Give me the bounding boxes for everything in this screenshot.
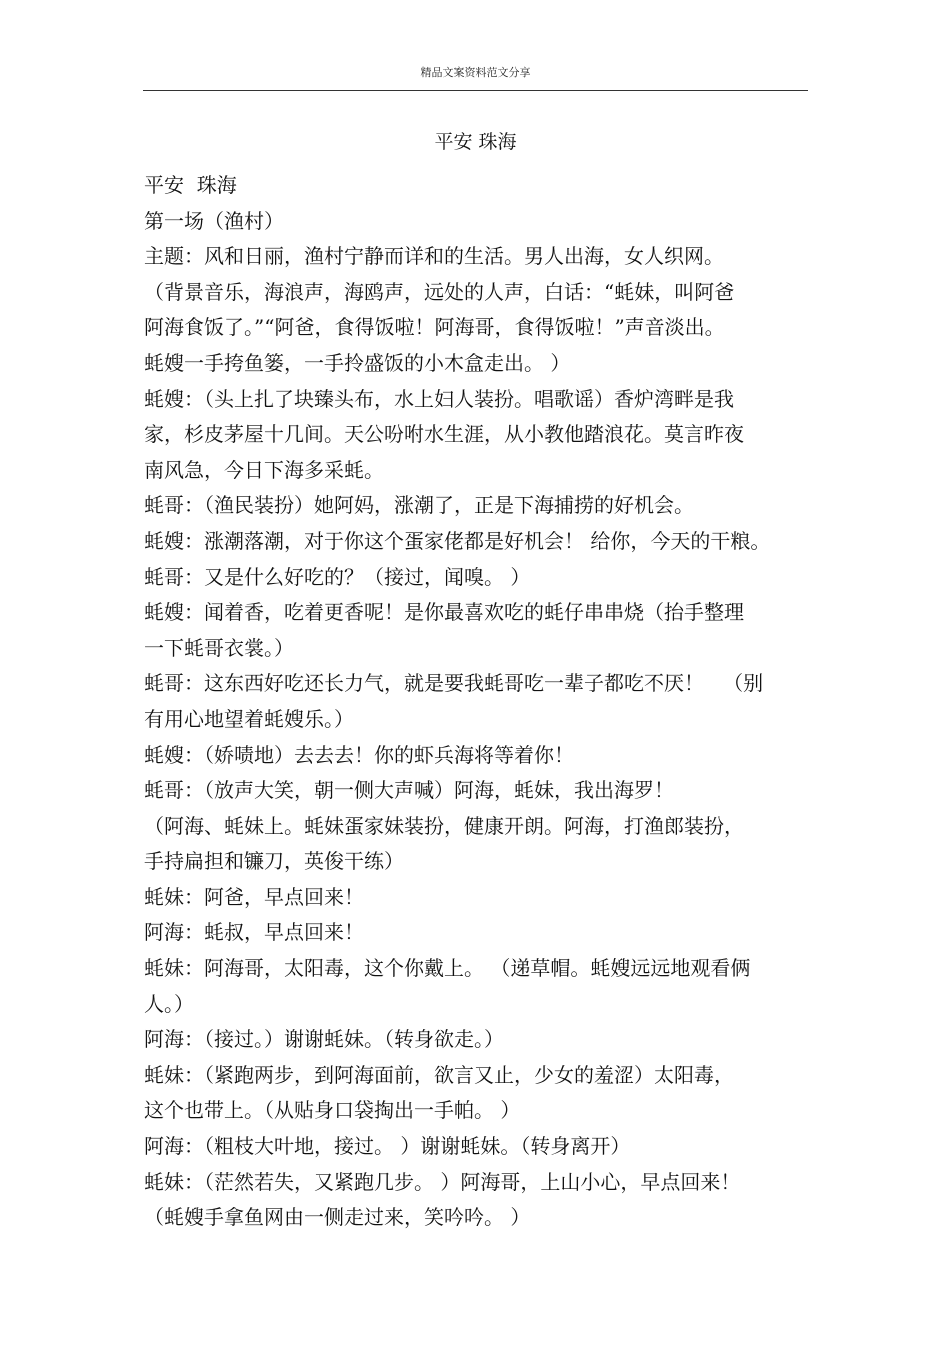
text-line: 蚝嫂一手挎鱼篓，一手拎盛饭的小木盒走出。 ） [144,350,571,375]
text-line: 蚝妹：阿海哥，太阳毒，这个你戴上。 （递草帽。蚝嫂远远地观看俩 [144,956,751,981]
text-line: 第一场（渔村） [144,208,284,233]
text-line: 蚝哥：（放声大笑，朝一侧大声喊）阿海，蚝妹，我出海罗！ [144,778,674,803]
text-line: 阿海：（粗枝大叶地，接过。 ）谢谢蚝妹。（转身离开） [144,1134,631,1159]
text-line: 蚝嫂：涨潮落潮，对于你这个蛋家佬都是好机会！ 给你，今天的干粮。 [144,528,771,553]
text-line: 主题：风和日丽，渔村宁静而详和的生活。男人出海，女人织网。 [144,244,724,269]
text-line: 阿海食饭了。”“阿爸，食得饭啦！阿海哥，食得饭啦！”声音淡出。 [144,315,725,340]
text-line: 蚝妹：阿爸，早点回来！ [144,884,364,909]
header-divider [143,90,808,91]
text-line: 阿海：蚝叔，早点回来！ [144,920,364,945]
text-line: （背景音乐，海浪声，海鸥声，远处的人声，白话：“蚝妹，叫阿爸 [144,279,735,304]
text-line: 平安 珠海 [144,173,237,197]
text-line: 这个也带上。（从贴身口袋掏出一手帕。 ） [144,1098,521,1123]
text-line: 蚝妹：（茫然若失，又紧跑几步。 ）阿海哥，上山小心，早点回来！ [144,1169,741,1194]
text-line: 蚝哥：这东西好吃还长力气，就是要我蚝哥吃一辈子都吃不厌！ （别 [144,671,764,696]
text-line: （蚝嫂手拿鱼网由一侧走过来，笑吟吟。 ） [144,1205,531,1230]
text-line: 有用心地望着蚝嫂乐。） [144,706,354,731]
text-line: 蚝嫂：闻着香，吃着更香呢！是你最喜欢吃的蚝仔串串烧（抬手整理 [144,600,744,625]
text-line: 人。） [144,991,194,1016]
text-line: 一下蚝哥衣裳。） [144,635,294,660]
text-line: 南风急，今日下海多采蚝。 [144,457,384,482]
text-line: 蚝哥：又是什么好吃的？（接过，闻嗅。 ） [144,564,531,589]
text-line: 阿海：（接过。）谢谢蚝妹。（转身欲走。） [144,1027,504,1052]
text-line: 手持扁担和镰刀，英俊干练） [144,849,404,874]
text-line: 蚝嫂：（头上扎了块臻头布，水上妇人装扮。唱歌谣）香炉湾畔是我 [144,386,734,411]
text-line: （阿海、蚝妹上。蚝妹蛋家妹装扮，健康开朗。阿海，打渔郎装扮， [144,813,744,838]
text-line: 蚝嫂：（娇啧地）去去去！你的虾兵海将等着你！ [144,742,574,767]
text-line: 蚝哥：（渔民装扮）她阿妈，涨潮了，正是下海捕捞的好机会。 [144,493,694,518]
text-line: 家，杉皮茅屋十几间。天公吩咐水生涯，从小教他踏浪花。莫言昨夜 [144,422,744,447]
document-title: 平安 珠海 [434,131,517,153]
page-header: 精品文案资料范文分享 [420,66,531,79]
text-line: 蚝妹：（紧跑两步，到阿海面前，欲言又止，少女的羞涩）太阳毒， [144,1062,734,1087]
script-body [144,168,809,1236]
